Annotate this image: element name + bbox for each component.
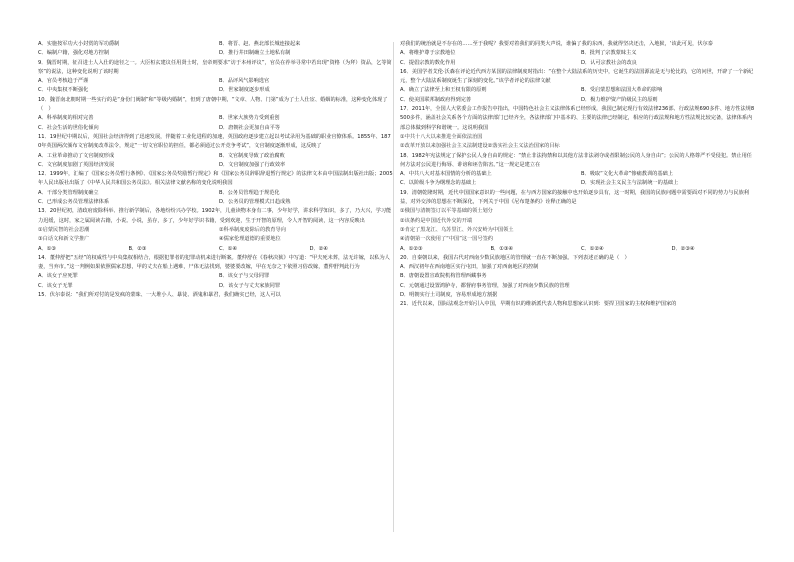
- option: A．将维护尊于宗教地位: [400, 50, 456, 57]
- option: B．唐朝设置宣政院机构管理西藏事务: [400, 273, 487, 280]
- left-column: [38, 40, 394, 300]
- right-column: [400, 40, 756, 310]
- question-17-stem: 17．2011年，全国人大常委会工作报告中指出，中国特色社会主义法律体系已经形成，我国已制定现行有效法律236部、行政法规690多件、地方性法规8500多件，涵盖社会关系各个方面的法律部门已经齐全，各法律部门中基本的、主要的法律已经制定，相应的行政法规和地方性法规比较完备，法律体系内部总体做到科学和谐统一。这说明我国: [400, 106, 755, 131]
- option: C．使美国联邦制政府得到完善: [400, 96, 472, 103]
- option: B．公务员管理趋于规范化: [219, 189, 280, 196]
- option: C．以阶级斗争为纲理念的基础上: [400, 180, 477, 187]
- statement-item: ①启蒙民智的社会思潮: [38, 226, 90, 233]
- option: B．文官制度导致了政治腐败: [219, 152, 285, 159]
- question-9-stem: 9．魏晋时期，征召进士人入仕的途径之一。大臣桓玄建议任用贤士时，皇帝则要求“访于本州评议”，官员在荐举寻常中若出现“资格（为拜）资品，乞等简察”的说法，这种变化说明了该时期: [38, 59, 392, 75]
- option: B．品评风气影响选官: [219, 78, 270, 85]
- question-16-stem: 16．美国学者艾伦·沃森在评论近代西方某国的法律制度时指出：“在整个大陆法系的历史中，它诞生的法国源流是无与伦比的，它的问世，开辟了一个新纪元，整个大陆法系制度诞生了深刻的变化。”该学者评论的法律文献: [400, 68, 754, 85]
- option: C．提倡宗教的数化作用: [400, 59, 456, 66]
- option: B．②③: [128, 245, 147, 252]
- option: D．极力维护资产阶级民主的原则: [581, 96, 658, 103]
- option: D．该女子与丈夫家族同罪: [219, 282, 281, 289]
- option: A．①③: [38, 245, 57, 252]
- question-15-stem: 15．伏尔泰说：“我们所对付的是发疯的蒙昧、一大堆小人、暴徒、酒鬼和暴君，我们确实已经，这人可以: [38, 292, 281, 299]
- option: B．吸取“文化大革命”惨痛教训的基础上: [581, 171, 673, 178]
- option: B．世家大族势力受到重创: [219, 115, 280, 122]
- statement-item: ②科举制度废除后的教育导向: [219, 226, 286, 233]
- q13-items: [38, 226, 394, 245]
- question-11-stem: 11．19世纪中期以后，英国社会经济得到了迅速发展，伴随着工业化进程的加速，英国政府逐步建立起以考试录用为基础的职业官僚体系。1855年、1870年英国两次颁布文官制度改革法令，规定“一切文官职位的担任，都必须通过公开竞争考试”，文官制度逐渐形成，这反映了: [38, 133, 391, 150]
- question-19-stem: 19．清朝乾隆时期，近代中国国家意识的一些问题，在与西方国家的接触中也开始逐步具有，这一时期，我国的民族问题中需要面对不同的势力与民族利益，对外交涉的思想在不断深化，下列关于中国《尼布楚条约》诠释正确的是: [400, 189, 749, 206]
- q9-options: [38, 77, 394, 96]
- option: A．中共八大对基本国情的分析的基础上: [400, 171, 492, 178]
- q11-options: [38, 152, 394, 171]
- option: C．编制户籍，强化对地方控制: [38, 50, 110, 57]
- option: B．将晋、赵、燕北部长城连接起来: [219, 41, 301, 47]
- q19-options: [400, 245, 756, 254]
- q17-items: [400, 133, 756, 152]
- option: B．该女子与父母同罪: [219, 273, 270, 280]
- q12-options: [38, 189, 394, 208]
- option: A．实施按军功大小封赏的军功爵制: [38, 41, 120, 47]
- statement-item: ③白话文和新文学推广: [38, 236, 90, 243]
- option: B．受启蒙思想和法国大革命的影响: [581, 87, 663, 94]
- option: C．①④: [219, 245, 238, 252]
- question-20-stem: 20．自秦朝以来，我国古代对西南少数民族地区的管理就一直在不断加强。下列表述正确的是（ ）: [400, 254, 630, 261]
- option: C．已形成公务员管理法律体系: [38, 199, 110, 206]
- question-13-stem: 13．20世纪初，清政府废除科举、推行新学制后，各地纷纷兴办学校。1902年，儿童读物本身有二事，少年好学，讲求科学知识，多了，乃大兴，学习能力迟缓，这时，家之属阅读古籍，小说。小说，虽存，多了，少年好学识书籍，受到欢迎，生于开智的原理，令人开智的阅读，这一内容反映出: [38, 208, 392, 224]
- option: A．科举制度的相对完善: [38, 115, 94, 122]
- question-18-stem: 18．1982年宪法规定了保护公民人身自由的规定：“禁止非法拘禁和以其他方法非法剥夺或者限制公民的人身自由”；公民的人格尊严不受侵犯。禁止用任何方法对公民进行侮辱、诽谤和诬告陷害。”这一规定是建立在: [400, 152, 752, 168]
- option: C．①②④: [581, 245, 604, 252]
- q16-options: [400, 86, 756, 105]
- option: D．文官制度加强了行政效率: [219, 161, 286, 168]
- q19-items: [400, 207, 756, 244]
- q14-options: [38, 272, 394, 291]
- q15-options: [400, 49, 756, 68]
- option: A．干部分类管理制度确立: [38, 189, 99, 196]
- option: A．确立了法律至上和王权有限的原则: [400, 87, 487, 94]
- q13-options: [38, 245, 394, 254]
- option: A．该女子应死罪: [38, 273, 78, 280]
- q10-options: [38, 114, 394, 133]
- option: D．②④: [309, 245, 328, 252]
- option: D．唐朝社会更加自由平等: [219, 124, 281, 131]
- option: D．公务员的管理模式日趋成熟: [219, 199, 291, 206]
- option: C．元朝通过设置鸿胪寺，都督府事务管理，加强了对西南少数民族的管理: [400, 282, 570, 289]
- statement-item: ①俄国与清朝签订以平等基础的领土划分: [400, 208, 493, 215]
- q8-options: [38, 40, 394, 59]
- question-12-stem: 12．1999年，汇编了《国家公务员暂行条例》、《国家公务员奖励暂行规定》和《国家公务员辞职辞退暂行规定》的法律文本由中国法制出版社出版；2005年人民出版社出版了《中华人民共和国公务员法》。相关法律文献名称的变化说明我国: [38, 171, 393, 187]
- statement-item: ④儒家伦理道德的重要地位: [219, 236, 281, 243]
- option: D．世家制度逐步形成: [219, 87, 270, 94]
- option: C．社会生活的世俗化倾向: [38, 124, 99, 131]
- option: A．西汉初年在西南地区实行屯田，加强了对西南地区的控制: [400, 264, 539, 271]
- option: A．工业革命推动了文官制度形成: [38, 152, 115, 159]
- option: A．①②③: [400, 245, 423, 252]
- statement-item: ②改革开放以来加强社会主义法制建设②落实社会主义法治国家的目标: [400, 143, 560, 150]
- statement-item: ③肯定了黑龙江、乌苏里江、外兴安岭为中国领土: [400, 226, 514, 233]
- option: D．认可宗教社会的改良: [581, 59, 637, 66]
- question-15-continued: 对我们的统治就是不存在的……至于我呢？我要对着我们的同类大声说，谁偏了我的东西，我就得坚决还击，入地狱，‘该此可见，伏尔泰: [400, 41, 713, 47]
- statement-item: ②该条约是中国近代外交的开端: [400, 217, 473, 224]
- q18-options: [400, 170, 756, 189]
- option: C．中央集权不断强化: [38, 87, 89, 94]
- q20-options: [400, 263, 756, 300]
- question-21-stem: 21．近代以来，国际法观念开始引入中国，早期有识的维新派代表人物和思想家认识到：要捍卫国家的主权和维护国家的: [400, 301, 677, 308]
- option: A．官员考核趋于严谨: [38, 78, 89, 85]
- question-10-stem: 10．魏晋南北朝时期一些实行的是“身份门阀制”和“等级内婚制”，但到了唐朝中期，“文章、人物、门第”成为了士人仕宦、婚姻的标准，这种变化体现了（ ）: [38, 96, 388, 113]
- statement-item: ①中共十八大以来推进全面依法治国: [400, 133, 483, 140]
- option: D．②③④: [671, 245, 695, 252]
- question-14-stem: 14．董仲舒把“五经”的权威性与中央集权相结合，根据犯罪者的犯罪动机来进行断案。董仲舒在《春秋决狱》中写道：“甲夫死未葬，法无许嫁，以私为人妻，当弃市。”这一判例如果依照儒家思想，甲的丈夫在船上遇难，尸体无法找到，婆婆要改嫁，甲在无奈之下依照习俗改嫁，董仲舒判此行为: [38, 254, 390, 271]
- option: D．实现社会主义民主与法制统一的基础上: [581, 180, 679, 187]
- option: B．①③④: [490, 245, 514, 252]
- option: D．明朝实行土司制度，容易形成地方割据: [400, 292, 498, 299]
- option: C．文官制度加剧了英国经济发展: [38, 161, 115, 168]
- option: C．该女子无罪: [38, 282, 73, 289]
- option: D．推行井田制确立土地私有制: [219, 50, 291, 57]
- option: B．批判了宗教蒙昧主义: [581, 50, 637, 57]
- statement-item: ④清朝第一次使用了“中国”这一国号签约: [400, 236, 494, 243]
